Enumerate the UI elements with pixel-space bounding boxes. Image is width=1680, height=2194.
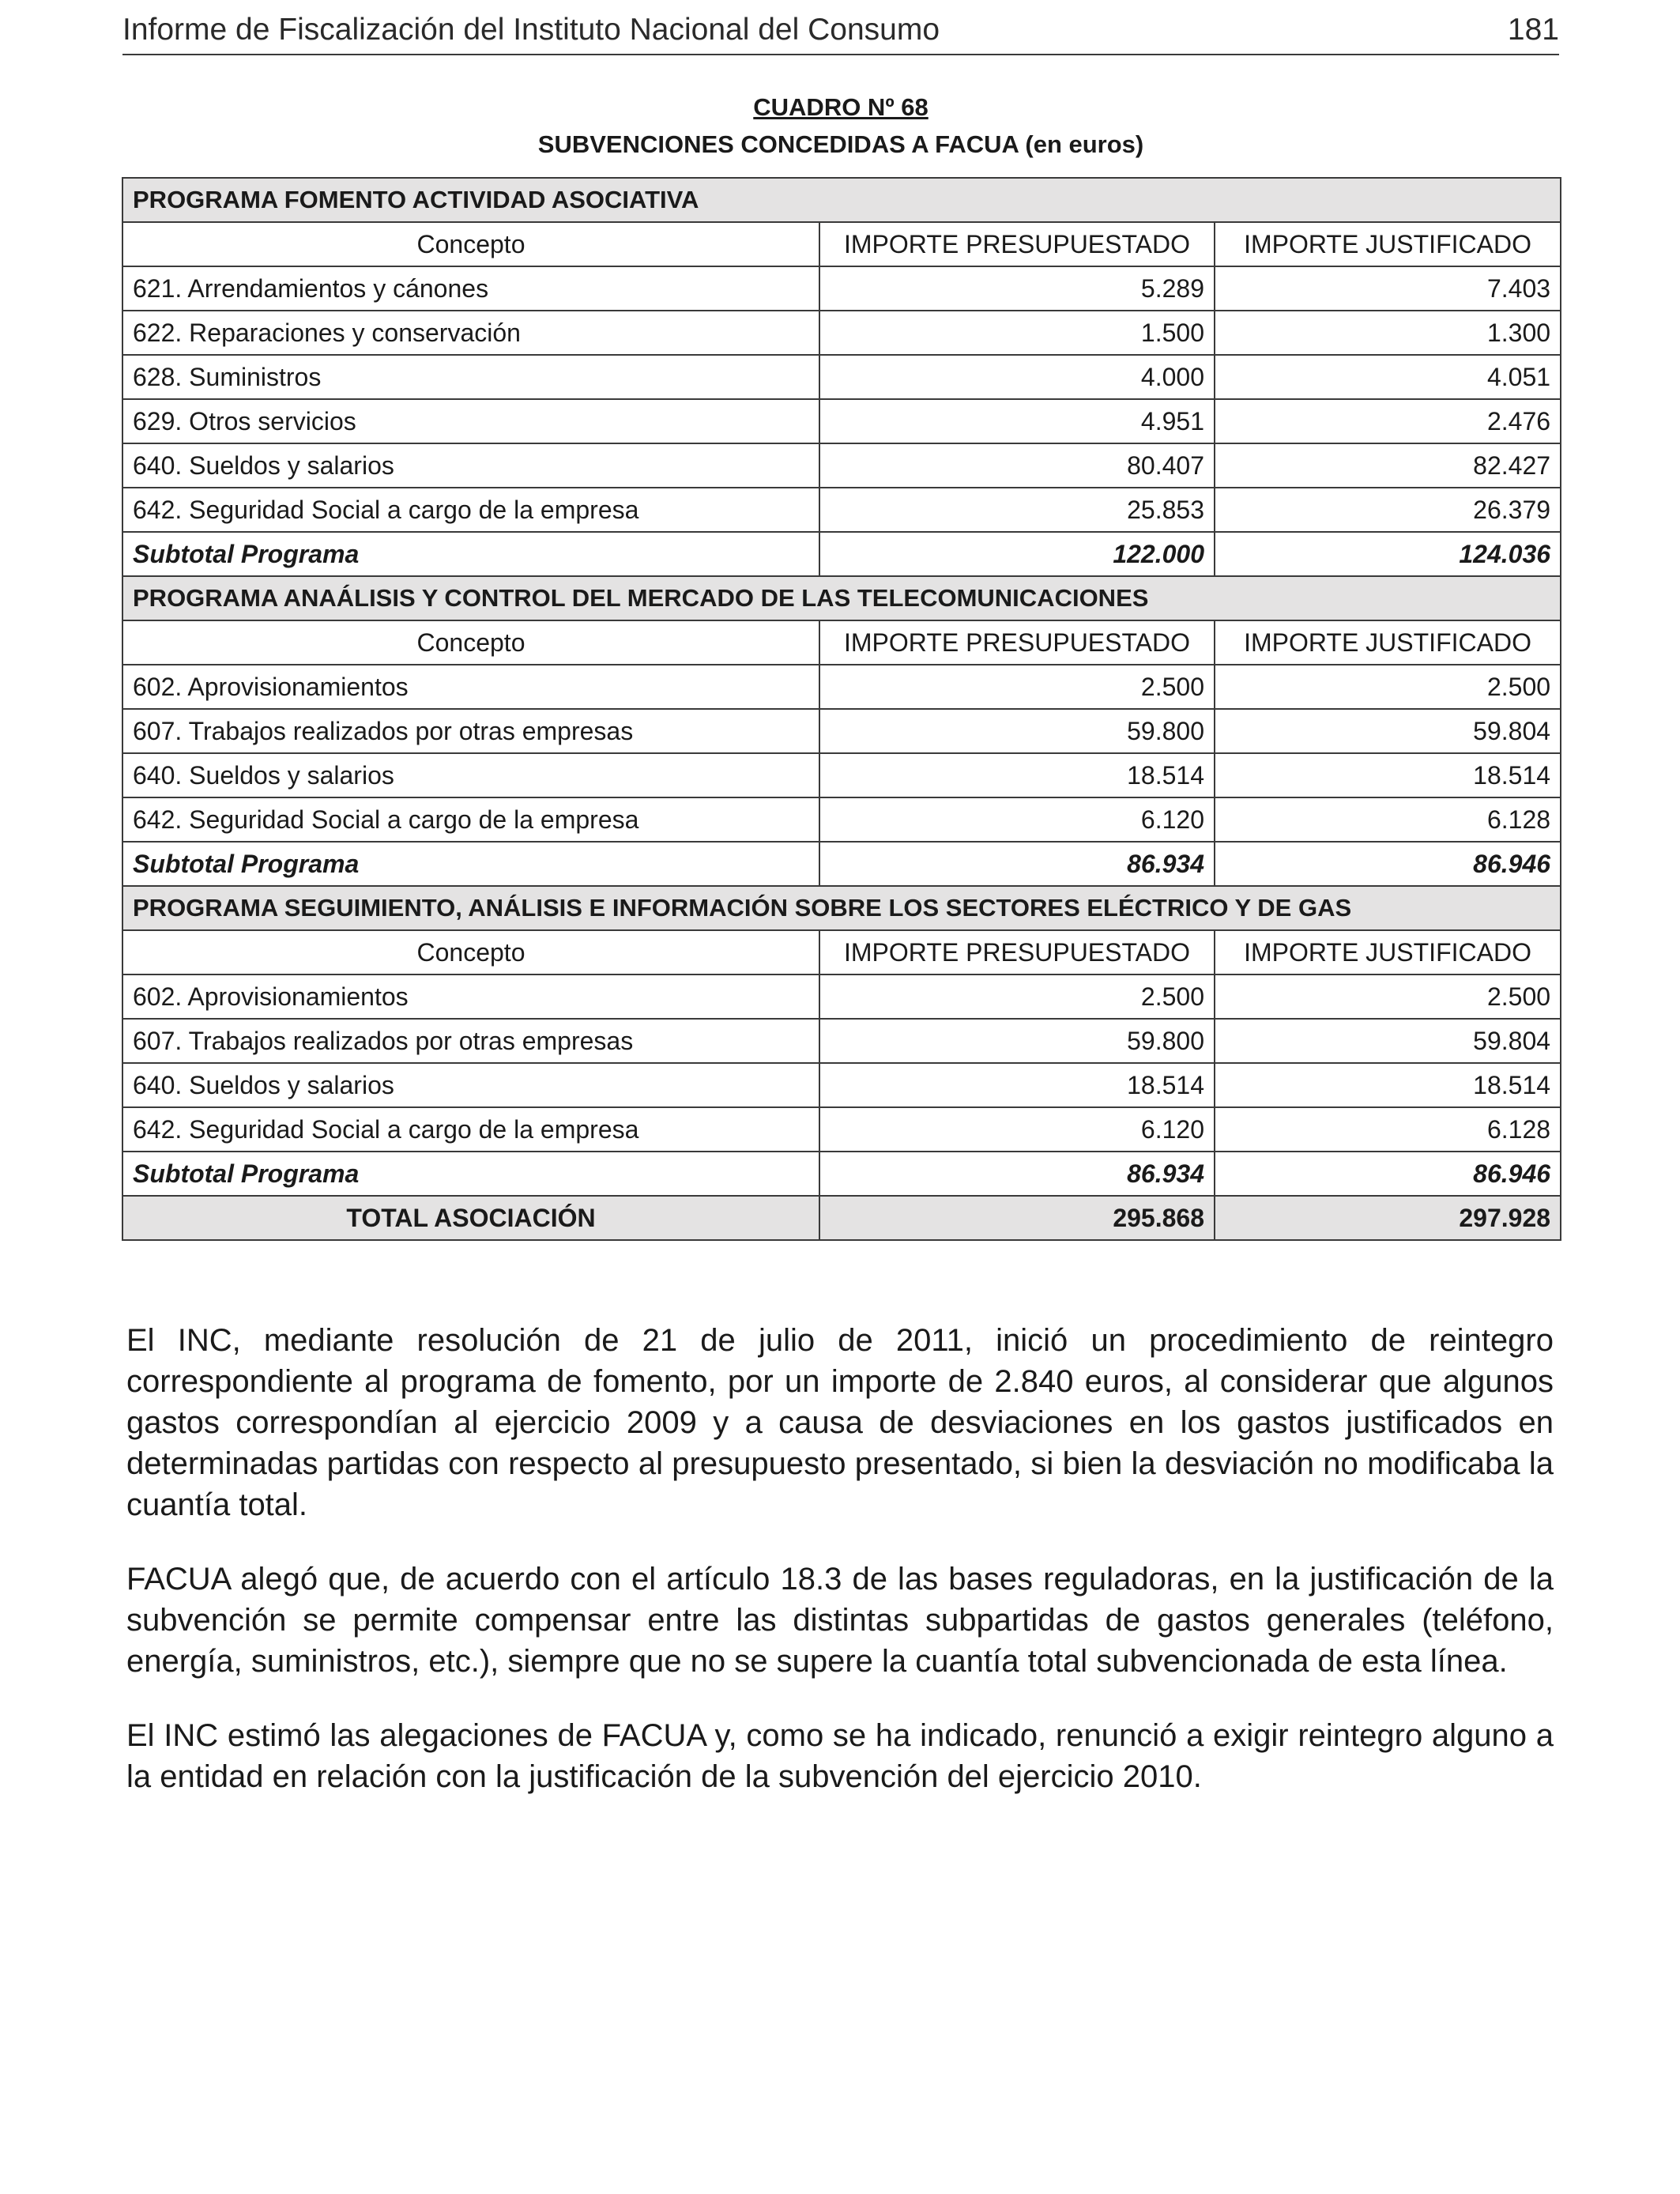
presupuestado-cell: 18.514 xyxy=(819,1063,1215,1107)
col-header-concepto: Concepto xyxy=(122,930,819,974)
concepto-cell: 622. Reparaciones y conservación xyxy=(122,311,819,355)
justificado-cell: 6.128 xyxy=(1215,1107,1561,1152)
justificado-cell: 59.804 xyxy=(1215,709,1561,753)
table-number: CUADRO Nº 68 xyxy=(753,93,929,121)
presupuestado-cell: 6.120 xyxy=(819,797,1215,842)
paragraph-reintegro: El INC, mediante resolución de 21 de julio de 2011, inició un procedimiento de reintegro correspondiente al programa de fomento, por un importe de 2.840 euros, al considerar que algunos gastos correspondían al ejercicio 2009 y a causa de desviaciones en los gastos justificados en determinadas partidas con respecto al presupuesto presentado, si bien la desviación no modificaba la cuantía total. xyxy=(126,1323,1554,1522)
presupuestado-cell: 18.514 xyxy=(819,753,1215,797)
justificado-cell: 2.500 xyxy=(1215,665,1561,709)
table-row xyxy=(122,399,1561,443)
program-title: PROGRAMA SEGUIMIENTO, ANÁLISIS E INFORMACIÓN SOBRE LOS SECTORES ELÉCTRICO Y DE GAS xyxy=(122,886,1561,930)
presupuestado-cell: 4.000 xyxy=(819,355,1215,399)
justificado-cell: 4.051 xyxy=(1215,355,1561,399)
paragraph-estimacion: El INC estimó las alegaciones de FACUA y, como se ha indicado, renunció a exigir reintegro alguno a la entidad en relación con la justificación de la subvención del ejercicio 2010. xyxy=(126,1718,1554,1794)
col-header-justificado: IMPORTE JUSTIFICADO xyxy=(1215,620,1561,665)
table-title-block xyxy=(122,89,1559,163)
presupuestado-cell: 5.289 xyxy=(819,266,1215,311)
col-header-presupuestado: IMPORTE PRESUPUESTADO xyxy=(819,222,1215,266)
concepto-cell: 640. Sueldos y salarios xyxy=(122,443,819,488)
presupuestado-cell: 4.951 xyxy=(819,399,1215,443)
table-row xyxy=(122,1019,1561,1063)
total-row xyxy=(122,1196,1561,1240)
col-header-justificado: IMPORTE JUSTIFICADO xyxy=(1215,222,1561,266)
col-header-concepto: Concepto xyxy=(122,222,819,266)
concepto-cell: 642. Seguridad Social a cargo de la empresa xyxy=(122,488,819,532)
concepto-cell: 628. Suministros xyxy=(122,355,819,399)
concepto-cell: 602. Aprovisionamientos xyxy=(122,665,819,709)
concepto-cell: 640. Sueldos y salarios xyxy=(122,1063,819,1107)
program-header-row xyxy=(122,178,1561,222)
justificado-cell: 6.128 xyxy=(1215,797,1561,842)
table-row xyxy=(122,1107,1561,1152)
table-row xyxy=(122,443,1561,488)
col-header-concepto: Concepto xyxy=(122,620,819,665)
presupuestado-cell: 1.500 xyxy=(819,311,1215,355)
table-caption: SUBVENCIONES CONCEDIDAS A FACUA (en euros) xyxy=(537,130,1144,158)
subtotal-justificado: 124.036 xyxy=(1215,532,1561,576)
subtotal-row xyxy=(122,1152,1561,1196)
col-header-presupuestado: IMPORTE PRESUPUESTADO xyxy=(819,620,1215,665)
table-row xyxy=(122,266,1561,311)
table-row xyxy=(122,665,1561,709)
justificado-cell: 1.300 xyxy=(1215,311,1561,355)
column-header-row xyxy=(122,930,1561,974)
subtotal-label: Subtotal Programa xyxy=(122,1152,819,1196)
presupuestado-cell: 80.407 xyxy=(819,443,1215,488)
table-row xyxy=(122,311,1561,355)
paragraph-alegaciones: FACUA alegó que, de acuerdo con el artículo 18.3 de las bases reguladoras, en la justificación de la subvención se permite compensar entre las distintas subpartidas de gastos generales (teléfono, energía, suministros, etc.), siempre que no se supere la cuantía total subvencionada de esta línea. xyxy=(126,1562,1554,1679)
presupuestado-cell: 25.853 xyxy=(819,488,1215,532)
program-header-row xyxy=(122,576,1561,620)
justificado-cell: 18.514 xyxy=(1215,753,1561,797)
table-row xyxy=(122,753,1561,797)
column-header-row xyxy=(122,222,1561,266)
presupuestado-cell: 6.120 xyxy=(819,1107,1215,1152)
justificado-cell: 59.804 xyxy=(1215,1019,1561,1063)
page-number: 181 xyxy=(1507,13,1559,47)
report-title: Informe de Fiscalización del Instituto Nacional del Consumo xyxy=(122,13,940,47)
justificado-cell: 82.427 xyxy=(1215,443,1561,488)
table-row xyxy=(122,974,1561,1019)
program-title: PROGRAMA ANAÁLISIS Y CONTROL DEL MERCADO DE LAS TELECOMUNICACIONES xyxy=(122,576,1561,620)
table-row xyxy=(122,797,1561,842)
subtotal-justificado: 86.946 xyxy=(1215,1152,1561,1196)
total-justificado: 297.928 xyxy=(1215,1196,1561,1240)
concepto-cell: 642. Seguridad Social a cargo de la empresa xyxy=(122,797,819,842)
concepto-cell: 607. Trabajos realizados por otras empresas xyxy=(122,1019,819,1063)
program-title: PROGRAMA FOMENTO ACTIVIDAD ASOCIATIVA xyxy=(122,178,1561,222)
column-header-row xyxy=(122,620,1561,665)
page-header xyxy=(122,6,1559,55)
total-presupuestado: 295.868 xyxy=(819,1196,1215,1240)
col-header-justificado: IMPORTE JUSTIFICADO xyxy=(1215,930,1561,974)
concepto-cell: 621. Arrendamientos y cánones xyxy=(122,266,819,311)
presupuestado-cell: 2.500 xyxy=(819,974,1215,1019)
concepto-cell: 640. Sueldos y salarios xyxy=(122,753,819,797)
program-header-row xyxy=(122,886,1561,930)
subtotal-row xyxy=(122,532,1561,576)
presupuestado-cell: 59.800 xyxy=(819,709,1215,753)
table-row xyxy=(122,709,1561,753)
table-row xyxy=(122,488,1561,532)
table-row xyxy=(122,355,1561,399)
presupuestado-cell: 2.500 xyxy=(819,665,1215,709)
justificado-cell: 18.514 xyxy=(1215,1063,1561,1107)
subtotal-row xyxy=(122,842,1561,886)
subtotal-justificado: 86.946 xyxy=(1215,842,1561,886)
concepto-cell: 629. Otros servicios xyxy=(122,399,819,443)
justificado-cell: 2.476 xyxy=(1215,399,1561,443)
subtotal-label: Subtotal Programa xyxy=(122,532,819,576)
table-row xyxy=(122,1063,1561,1107)
concepto-cell: 642. Seguridad Social a cargo de la empresa xyxy=(122,1107,819,1152)
justificado-cell: 2.500 xyxy=(1215,974,1561,1019)
subtotal-label: Subtotal Programa xyxy=(122,842,819,886)
subtotal-presupuestado: 122.000 xyxy=(819,532,1215,576)
concepto-cell: 607. Trabajos realizados por otras empresas xyxy=(122,709,819,753)
subtotal-presupuestado: 86.934 xyxy=(819,842,1215,886)
presupuestado-cell: 59.800 xyxy=(819,1019,1215,1063)
subsidies-table xyxy=(122,177,1561,1241)
justificado-cell: 26.379 xyxy=(1215,488,1561,532)
justificado-cell: 7.403 xyxy=(1215,266,1561,311)
concepto-cell: 602. Aprovisionamientos xyxy=(122,974,819,1019)
total-label: TOTAL ASOCIACIÓN xyxy=(122,1196,819,1240)
subtotal-presupuestado: 86.934 xyxy=(819,1152,1215,1196)
col-header-presupuestado: IMPORTE PRESUPUESTADO xyxy=(819,930,1215,974)
